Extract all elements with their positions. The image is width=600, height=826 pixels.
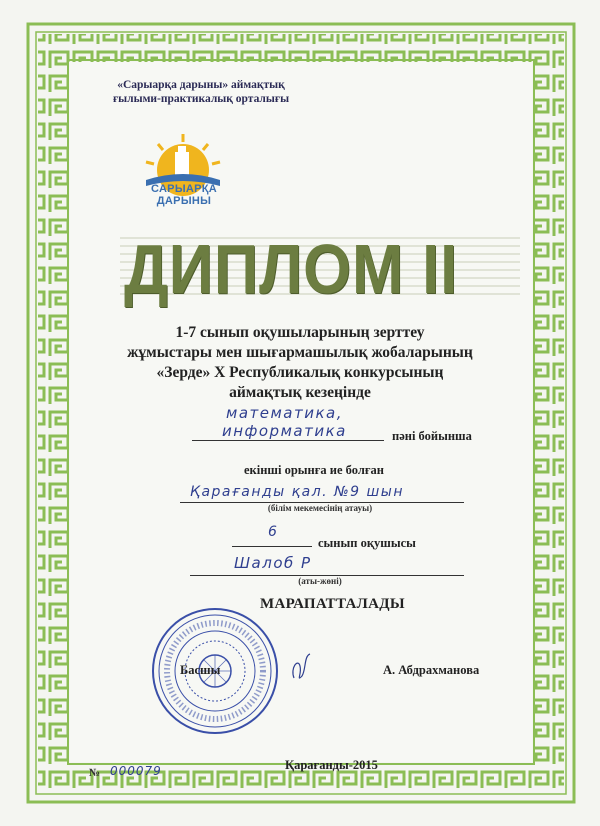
director-label: Басшы [180, 663, 221, 677]
school-caption: (білім мекемесінің атауы) [267, 503, 373, 513]
grade-suffix: сынып оқушысы [318, 536, 416, 550]
subject-handwritten-2: информатика [222, 422, 347, 440]
organization-name [96, 78, 306, 106]
organization-line-1: «Сарыарқа дарыны» аймақтық [117, 79, 285, 91]
student-handwritten: Шалоб Р [234, 554, 312, 572]
subject-line [192, 440, 384, 441]
number-label: № [89, 767, 101, 779]
award-text: МАРАПАТТАЛАДЫ [260, 596, 405, 612]
heading-line-1: 1-7 сынып оқушыларының зерттеу [175, 324, 425, 341]
heading-line-4: аймақтық кезеңінде [229, 384, 371, 401]
logo-text: САРЫАРҚА ДАРЫНЫ [150, 183, 218, 207]
diploma-title: ДИПЛОМ II [124, 230, 459, 308]
signature-icon [286, 648, 316, 688]
heading-line-3: «Зерде» Х Республикалық конкурсының [156, 364, 444, 381]
subject-suffix: пәні бойынша [392, 429, 472, 443]
director-name: А. Абдрахманова [383, 663, 480, 677]
competition-heading [90, 323, 510, 403]
student-caption: (аты-жөні) [298, 576, 342, 586]
grade-handwritten: 6 [268, 524, 279, 540]
school-handwritten: Қарағанды қал. №9 шын [190, 484, 405, 500]
grade-line [232, 546, 312, 547]
number-value: 000079 [110, 764, 162, 778]
subject-handwritten-1: математика, [226, 404, 343, 422]
place-text: екінші орынға ие болған [244, 463, 384, 477]
heading-line-2: жұмыстары мен шығармашылық жобаларының [127, 344, 473, 361]
city-year: Қарағанды-2015 [285, 758, 378, 772]
organization-line-2: ғылыми-практикалық орталығы [112, 93, 290, 105]
